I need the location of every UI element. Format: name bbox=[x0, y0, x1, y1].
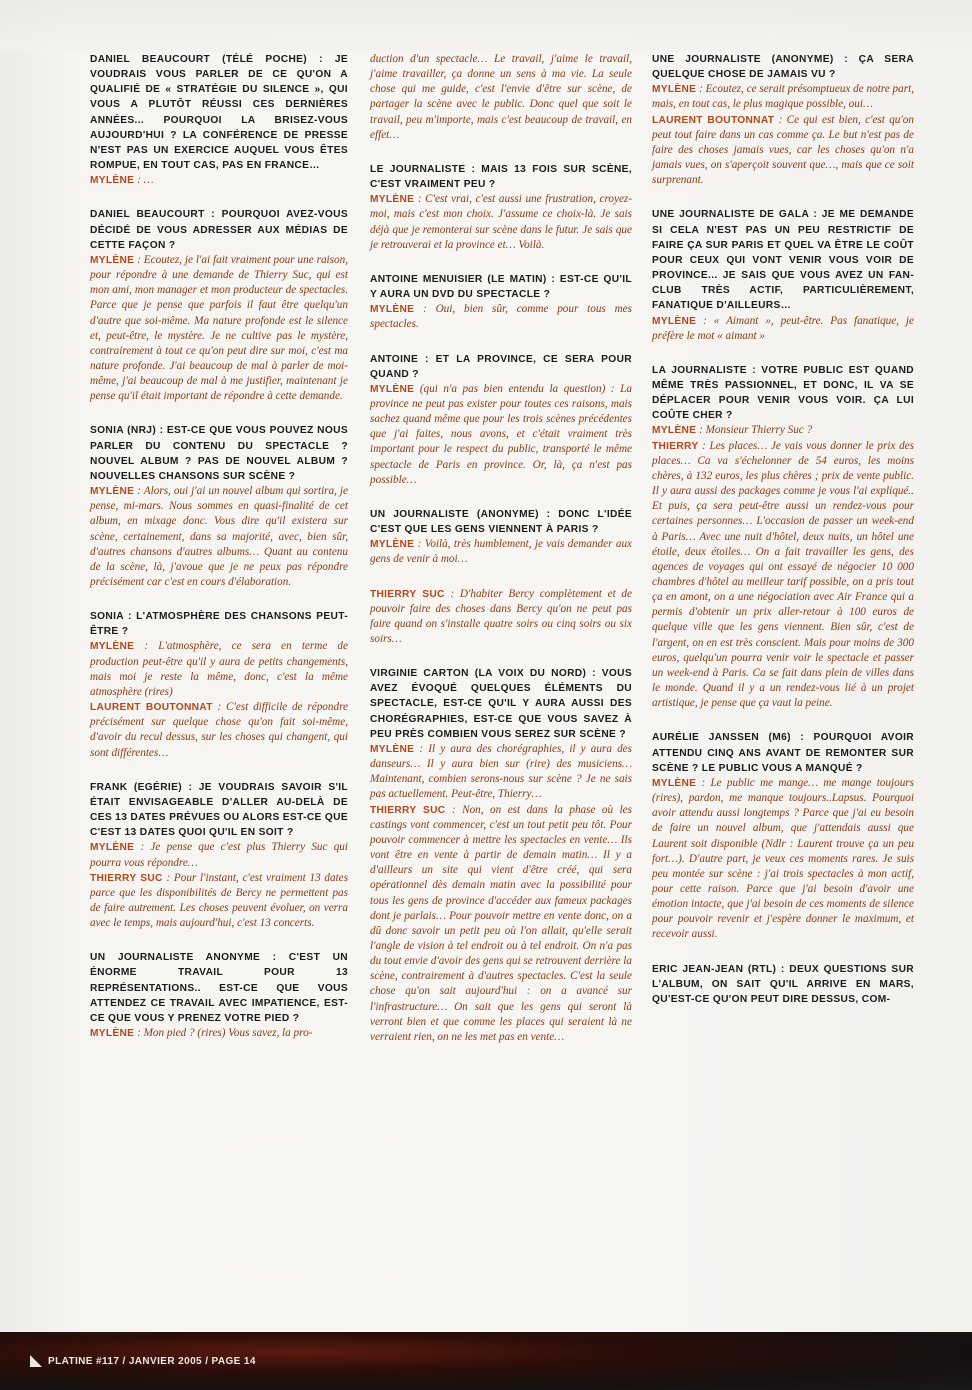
question: UN JOURNALISTE (ANONYME) : DONC L'IDÉE C'EST QUE LES GENS VIENNENT À PARIS ? bbox=[370, 508, 632, 536]
footer-folio: PLATINE #117 / JANVIER 2005 / PAGE 14 bbox=[48, 1356, 256, 1367]
answer-text: : Mon pied ? (rires) Vous savez, la pro- bbox=[134, 1027, 313, 1040]
qa-block bbox=[370, 52, 632, 143]
speaker-name: MYLÈNE bbox=[370, 743, 415, 755]
answer-text: : Ecoutez, ce serait présomptueux de notre part, mais, en tout cas, le plus magique possible, oui… bbox=[652, 83, 914, 111]
question: LA JOURNALISTE : VOTRE PUBLIC EST QUAND MÊME TRÈS PASSIONNEL, ET DONC, IL VA SE DÉPLACER POUR VENIR VOUS VOIR. ÇA LUI COÛTE CHER ? bbox=[652, 364, 914, 422]
question: SONIA : L'ATMOSPHÈRE DES CHANSONS PEUT-ÊTRE ? bbox=[90, 611, 348, 638]
answer bbox=[370, 192, 632, 253]
top-bleed bbox=[0, 0, 972, 52]
qa-block bbox=[652, 730, 914, 942]
qa-block bbox=[90, 950, 348, 1041]
answer bbox=[90, 173, 348, 188]
speaker-name: MYLÈNE bbox=[652, 425, 697, 437]
answer-text: : Pour l'instant, c'est vraiment 13 dates parce que les disponibilités de Bercy ne permettent pas de faire autrement. Les choses peuvent évoluer, on verra avec le temps, mais aujourd'hui, c'est 13 concerts. bbox=[90, 871, 348, 930]
qa-block bbox=[652, 363, 914, 712]
question: AURÉLIE JANSSEN (M6) : POURQUOI AVOIR ATTENDU CINQ ANS AVANT DE REMONTER SUR SCÈNE ? LE PUBLIC VOUS A MANQUÉ ? bbox=[652, 732, 914, 774]
question: FRANK (EGÉRIE) : JE VOUDRAIS SAVOIR S'IL ÉTAIT ENVISAGEABLE D'ALLER AU-DELÀ DE CES 13 DATES PRÉVUES OU ALORS EST-CE QUE C'EST 13 DATES QUOI QU'IL EN SOIT ? bbox=[90, 781, 348, 839]
answer-text: : Voilà, très humblement, je vais demander aux gens de venir à moi… bbox=[370, 538, 632, 566]
answer-text: : … bbox=[134, 174, 154, 187]
speaker-name: LAURENT BOUTONNAT bbox=[652, 114, 775, 126]
answer bbox=[652, 82, 914, 112]
speaker-name: MYLÈNE bbox=[370, 383, 415, 395]
answer bbox=[370, 52, 632, 143]
speaker-name: MYLÈNE bbox=[90, 641, 135, 653]
question: SONIA (NRJ) : EST-CE QUE VOUS POUVEZ NOUS PARLER DU CONTENU DU SPECTACLE ? NOUVEL ALBUM ? PAS DE NOUVEL ALBUM ? NOUVELLES CHANSONS SUR SCÈNE ? bbox=[90, 425, 348, 482]
answer bbox=[652, 113, 914, 189]
speaker-name: MYLÈNE bbox=[90, 842, 135, 854]
question: VIRGINIE CARTON (LA VOIX DU NORD) : VOUS AVEZ ÉVOQUÉ QUELQUES ÉLÉMENTS DU SPECTACLE, EST-CE QU'IL Y AURA AUSSI DES CHORÉGRAPHIES, EST-CE QUE VOUS SAVEZ À PEU PRÈS COMBIEN VOUS SEREZ SUR SCÈNE ? bbox=[370, 668, 632, 740]
qa-block bbox=[370, 587, 632, 648]
answer-text: : Les places… Je vais vous donner le prix des places… Ca va s'échelonner de 54 euros, les moins chères, à 132 euros, les plus chères ; prix de vente public. Il y aura aussi des packages comme je vous l'ai expliqué.. Et puis, ça sera peut-être aussi un rendez-vous pour certaines personnes… L'occasion de passer un week-end à Paris… Avec une nuit d'hôtel, deux nuits, un hôtel une étoile, deux étoiles… On a fait travailler les gens, des agences de voyages qui ont essayé de négocier 10 000 chambres d'hôtel au meilleur tarif possible, on a pris tout ça en amont, on a une négociation avec Air France qui a permis d'obtenir un prix aller-retour à 100 euros de quelque ville que les gens viennent. Bien sûr, c'est de l'argent, on en est très conscient. Mais pour moins de 300 euros, quelqu'un pourra venir voir le spectacle et passer un week-end à Paris. Ca se fait dans plein de villes dans le monde. Quand il y a un rendez-vous lié à un projet artistique, je pense que ça vaut la peine. bbox=[652, 439, 914, 710]
question: UNE JOURNALISTE (ANONYME) : ÇA SERA QUELQUE CHOSE DE JAMAIS VU ? bbox=[652, 54, 914, 81]
answer-text: : Il y aura des chorégraphies, il y aura des danseurs… Il y aura bien sur (rire) des musiciens… Maintenant, combien serons-nous sur scène ? Je ne sais pas actuellement. Peut-être, Thierry… bbox=[370, 742, 632, 801]
speaker-name: LAURENT BOUTONNAT bbox=[90, 702, 213, 714]
answer-text: : L'atmosphère, ce sera en terme de production peut-être qu'il y aura de petits changements, mais moi je reste la même, donc, c'est la même atmosphère (rires) bbox=[90, 640, 348, 698]
qa-block bbox=[652, 962, 914, 1007]
answer-text: : Non, on est dans la phase où les castings vont commencer, c'est un tout petit peu tôt. Pour pouvoir commencer à mettre les spectacles en vente… Ils vont être en vente à partir de demain matin… Il y a d'ailleurs un site qui vient d'être créé, qui sera opérationnel dès demain matin avec la possibilité pour tous les gens de province d'accéder aux fameux packages dont je parlais… Pour pouvoir mettre en vente donc, on a dû donc savoir un petit peu où l'on allait, qu'elle serait l'angle de vision à tel endroit ou à tel endroit. On n'a pas du tout envie d'avoir des gens qui se retrouvent derrière la scène, contrairement à d'autres spectacles. C'est la seule chose qu'on sait aujourd'hui : on a avancé sur l'infrastructure… On sait que les gens qui seront là verront bien et que comme les places qui seraient là ne verraient rien, on ne les met pas en vente… bbox=[370, 803, 632, 1043]
question: UNE JOURNALISTE DE GALA : JE ME DEMANDE SI CELA N'EST PAS UN PEU RESTRICTIF DE FAIRE ÇA SUR PARIS ET QUEL VA ÊTRE LE COÛT POUR CEUX QUI VONT VENIR VOUS VOIR DE PROVINCE... JE SAIS QUE VOUS AVEZ UN FAN-CLUB TRÈS ACTIF, PARTICULIÈREMENT, FANATIQUE D'AILLEURS… bbox=[652, 209, 914, 312]
qa-block bbox=[370, 507, 632, 568]
qa-block bbox=[90, 423, 348, 590]
answer bbox=[90, 484, 348, 590]
footer-arrow-icon bbox=[30, 1355, 42, 1367]
answer-text: : D'habiter Bercy complètement et de pouvoir faire des choses dans Bercy qu'on ne peut pas faire quand on s'installe quatre soirs ou cinq soirs ou six soirs… bbox=[370, 587, 632, 645]
qa-block bbox=[652, 52, 914, 188]
answer bbox=[652, 439, 914, 712]
question: DANIEL BEAUCOURT (TÉLÉ POCHE) : JE VOUDRAIS VOUS PARLER DE CE QU'ON A QUALIFIÉ DE « STRATÉGIE DU SILENCE », QUI VOUS A PLUTÔT RÉUSSI CES DERNIÈRES ANNÉES... POURQUOI LA BRISEZ-VOUS AUJOURD'HUI ? LA CONFÉRENCE DE PRESSE N'EST PAS UN EXERCICE AUQUEL VOUS ÊTES ROMPUE, EN TOUT CAS, PAS EN FRANCE… bbox=[90, 54, 348, 172]
speaker-name: THIERRY SUC bbox=[370, 804, 446, 816]
speaker-name: THIERRY SUC bbox=[370, 588, 445, 600]
answer-text: : Ecoutez, je l'ai fait vraiment pour une raison, pour répondre à une demande de Thierry Suc, qui est mon ami, mon manager et mon producteur de spectacles. Parce que je pense que parfois il faut être quelqu'un d'autre que soi-même. Ma nature profonde est le silence et, peut-être, le mystère. Je ne cultive pas le mystère, contrairement à tout ce qu'on peut dire sur moi, c'est ma nature profonde. J'ai beaucoup de mal à parler de moi-même, j'ai beaucoup de mal à me justifier, maintenant je pense qu'il était important de répondre à cette demande. bbox=[90, 253, 348, 403]
column-middle bbox=[370, 52, 632, 1064]
answer-text: : Ce qui est bien, c'est qu'on peut tout faire dans un cas comme ça. Le but n'est pas de faire des choses jamais vues, car les choses qu'on n'a jamais vues, on s'aperçoit souvent que…, mais que ce soit surprenant. bbox=[652, 113, 914, 187]
qa-block bbox=[370, 162, 632, 253]
answer bbox=[370, 742, 632, 803]
answer bbox=[652, 314, 914, 344]
qa-block bbox=[90, 780, 348, 932]
speaker-name: MYLÈNE bbox=[90, 254, 135, 266]
answer-text: : « Aimant », peut-être. Pas fanatique, je préfère le mot « aimant » bbox=[652, 314, 914, 342]
question: ANTOINE : ET LA PROVINCE, CE SERA POUR QUAND ? bbox=[370, 353, 632, 380]
answer bbox=[370, 302, 632, 332]
speaker-name: MYLÈNE bbox=[652, 315, 697, 327]
answer bbox=[370, 382, 632, 488]
answer bbox=[652, 423, 914, 438]
answer bbox=[90, 639, 348, 700]
answer-text: : C'est difficile de répondre précisément sur quelque chose qu'on fait soi-même, d'avoir du recul dessus, sur les choses qui changent, qui sont différentes… bbox=[90, 701, 348, 759]
column-left bbox=[90, 52, 348, 1060]
question: UN JOURNALISTE ANONYME : C'EST UN ÉNORME TRAVAIL POUR 13 REPRÉSENTATIONS.. EST-CE QUE VOUS ATTENDEZ CE TRAVAIL AVEC IMPATIENCE, EST-CE QUE VOUS Y PRENEZ VOTRE PIED ? bbox=[90, 952, 348, 1024]
answer-text: : Alors, oui j'ai un nouvel album qui sortira, je pense, mi-mars. Nous sommes en quasi-finalité de cet album, en mixage donc. Vous dire qu'il existera sur scène, certainement, dans sa majorité, avec, bien sûr, d'autres chansons d'autres albums… Quant au contenu de la scène, là, j'avoue que je ne peux pas répondre précisément car c'est en cours d'élaboration. bbox=[90, 485, 348, 588]
answer bbox=[90, 1026, 348, 1041]
speaker-name: THIERRY bbox=[652, 440, 699, 452]
qa-block bbox=[370, 272, 632, 333]
answer bbox=[90, 700, 348, 761]
speaker-name: MYLÈNE bbox=[652, 84, 697, 96]
answer bbox=[370, 803, 632, 1046]
answer bbox=[652, 776, 914, 943]
question: DANIEL BEAUCOURT : POURQUOI AVEZ-VOUS DÉCIDÉ DE VOUS ADRESSER AUX MÉDIAS DE CETTE FAÇON ? bbox=[90, 209, 348, 251]
speaker-name: MYLÈNE bbox=[370, 304, 415, 316]
speaker-name: MYLÈNE bbox=[90, 486, 135, 498]
question: ANTOINE MENUISIER (LE MATIN) : EST-CE QU'IL Y AURA UN DVD DU SPECTACLE ? bbox=[370, 273, 632, 301]
speaker-name: MYLÈNE bbox=[90, 1028, 135, 1040]
speaker-name: THIERRY SUC bbox=[90, 872, 163, 884]
qa-block bbox=[90, 52, 348, 188]
qa-block bbox=[652, 207, 914, 343]
speaker-name: MYLÈNE bbox=[652, 777, 697, 789]
speaker-name: MYLÈNE bbox=[90, 175, 135, 187]
column-right bbox=[652, 52, 914, 1026]
answer bbox=[90, 840, 348, 870]
answer bbox=[370, 537, 632, 567]
answer-text: : C'est vrai, c'est aussi une frustration, croyez-moi, mais c'est mon choix. J'assume ce choix-là. Je sais déjà que je remonterai sur scène dans le futur. Je sais que je retrouverai et la province et… Voilà. bbox=[370, 193, 632, 251]
answer bbox=[90, 871, 348, 932]
speaker-name: MYLÈNE bbox=[370, 539, 415, 551]
qa-block bbox=[90, 207, 348, 404]
answer-text: (qui n'a pas bien entendu la question) : La province ne peut pas exister pour toutes ces raisons, mais sachez quand même que pour les trois scènes précédentes que j'ai faites, nous avons, et c'était vraiment très important pour le respect du public, transporté le même spectacle de Paris en province. Or, là, ça n'est pas possible… bbox=[370, 382, 632, 486]
answer-text: : Je pense que c'est plus Thierry Suc qui pourra vous répondre… bbox=[90, 841, 348, 869]
qa-block bbox=[90, 609, 348, 761]
qa-block bbox=[370, 352, 632, 488]
answer-text: duction d'un spectacle… Le travail, j'aime le travail, j'aime travailler, ça donne un sens à ma vie. La seule chose qui me guide, c'est l'envie d'être sur scène, de partager la scène avec le public. Donc quel que soit le travail, peu m'importe, mais c'est beaucoup de travail, en effet… bbox=[370, 53, 632, 141]
qa-block bbox=[370, 666, 632, 1045]
answer bbox=[370, 587, 632, 648]
question: ERIC JEAN-JEAN (RTL) : DEUX QUESTIONS SUR L'ALBUM, ON SAIT QU'IL ARRIVE EN MARS, QU'EST-CE QU'ON PEUT DIRE DESSUS, COM- bbox=[652, 963, 914, 1005]
answer bbox=[90, 253, 348, 405]
answer-text: : Le public me mange… me mange toujours (rires), pardon, me manque toujours..Lapsus. Pourquoi avoir attendu aussi longtemps ? Parce que j'ai eu besoin de faire un nouvel album, que j'attendais aussi que Laurent soit disponible (Ndlr : Laurent trouve ça un peu fort…). D'autre part, je veux ces moments rares. Je suis peu montée sur scène : j'ai trois spectacles à mon actif, pour cette raison. Parce que j'ai besoin d'avoir une émotion intacte, que j'ai besoin de ces moments de silence pour pouvoir revenir et j'espère donner le maximum, et recevoir aussi. bbox=[652, 776, 914, 941]
question: LE JOURNALISTE : MAIS 13 FOIS SUR SCÈNE, C'EST VRAIMENT PEU ? bbox=[370, 163, 632, 191]
speaker-name: MYLÈNE bbox=[370, 194, 415, 206]
answer-text: : Monsieur Thierry Suc ? bbox=[696, 424, 813, 437]
footer-band bbox=[0, 1332, 972, 1390]
answer-text: : Oui, bien sûr, comme pour tous mes spectacles. bbox=[370, 303, 632, 331]
